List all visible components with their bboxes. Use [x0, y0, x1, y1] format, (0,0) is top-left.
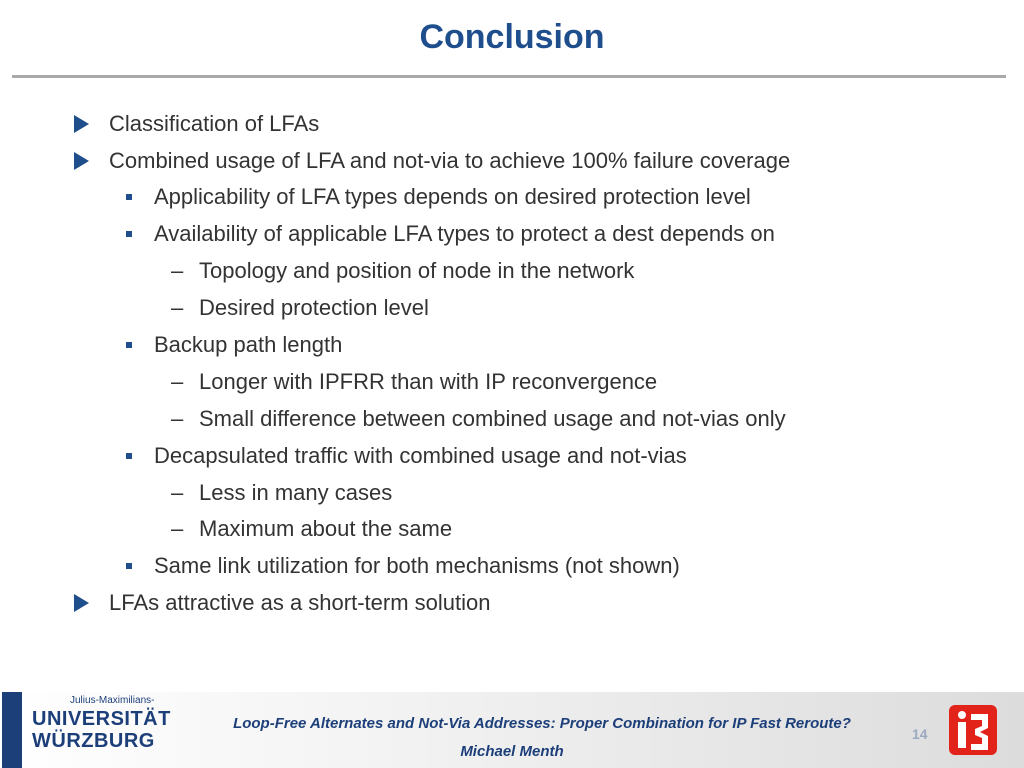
logo-text: i3	[973, 753, 974, 754]
dash-bullet: –	[171, 406, 184, 431]
bullet-text: Combined usage of LFA and not-via to achieve 100% failure coverage	[109, 148, 791, 173]
bullet-text: Backup path length	[154, 332, 343, 357]
dash-bullet: –	[171, 516, 184, 541]
bullet-text: Same link utilization for both mechanisms (not shown)	[154, 553, 680, 578]
triangle-bullet-icon	[74, 115, 89, 133]
square-bullet-icon	[126, 231, 132, 237]
bullet-text: Applicability of LFA types depends on desired protection level	[154, 184, 751, 209]
dash-bullet: –	[171, 369, 184, 394]
logo-stripe	[2, 692, 22, 768]
triangle-bullet-icon	[74, 594, 89, 612]
title-divider	[12, 75, 1006, 78]
dash-bullet: –	[171, 258, 184, 283]
bullet-text: Less in many cases	[199, 480, 393, 505]
bullet-text: Classification of LFAs	[109, 111, 320, 136]
footer-title: Loop-Free Alternates and Not-Via Addresses: Proper Combination for IP Fast Reroute?	[233, 715, 851, 732]
bullet-text: Small difference between combined usage and not-vias only	[199, 406, 786, 431]
square-bullet-icon	[126, 563, 132, 569]
i3-logo-icon	[948, 704, 998, 756]
square-bullet-icon	[126, 194, 132, 200]
bullet-text: Topology and position of node in the network	[199, 258, 635, 283]
university-logo	[2, 692, 170, 768]
bullet-text: Availability of applicable LFA types to protect a dest depends on	[154, 221, 775, 246]
bullet-text: Desired protection level	[199, 295, 429, 320]
bullet-text: Maximum about the same	[199, 516, 453, 541]
university-line1: UNIVERSITÄT	[32, 708, 171, 730]
dash-bullet: –	[171, 480, 184, 505]
bullet-text: Decapsulated traffic with combined usage and not-vias	[154, 443, 687, 468]
slide-title: Conclusion	[419, 18, 605, 56]
square-bullet-icon	[126, 453, 132, 459]
triangle-bullet-icon	[74, 152, 89, 170]
square-bullet-icon	[126, 342, 132, 348]
footer-author: Michael Menth	[460, 743, 564, 760]
page-number: 14	[912, 726, 928, 742]
bullet-text: Longer with IPFRR than with IP reconvergence	[199, 369, 658, 394]
bullet-text: LFAs attractive as a short-term solution	[109, 590, 491, 615]
university-top-text: Julius-Maximilians-	[70, 695, 155, 706]
dash-bullet: –	[171, 295, 184, 320]
university-line2: WÜRZBURG	[32, 730, 155, 752]
